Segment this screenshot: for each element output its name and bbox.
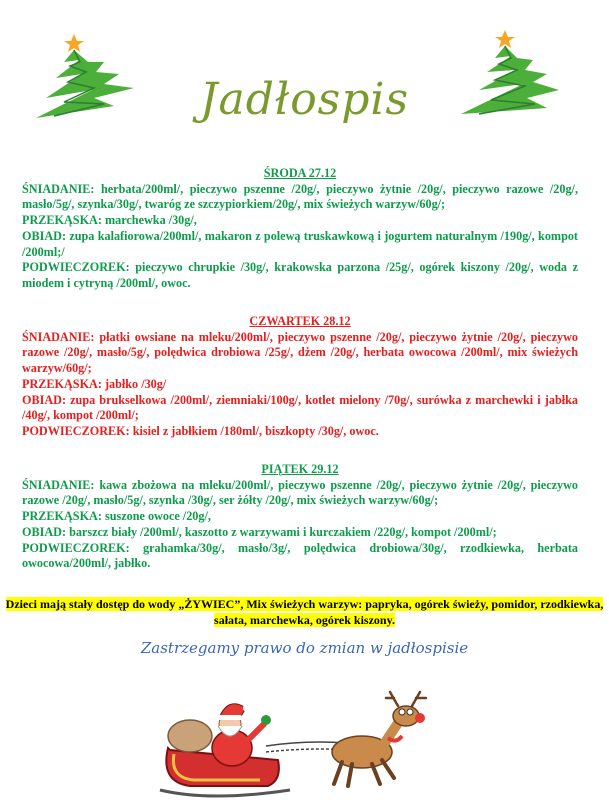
meal-breakfast: ŚNIADANIE: herbata/200ml/, pieczywo pszenne /20g/, pieczywo żytnie /20g/, pieczywo razowe /20g/, masło/5g/, szynka/30g/, twaróg ze szczypiorkiem/20g/, mix świeżych warzyw/60g/;	[22, 181, 578, 212]
day-menu-thursday	[22, 314, 578, 440]
day-menu-wednesday	[22, 166, 578, 292]
day-heading: PIĄTEK 29.12	[261, 462, 339, 476]
reserve-rights-note: Zastrzegamy prawo do zmian w jadłospisie	[140, 639, 469, 657]
page-title: Jadłospis	[199, 74, 410, 125]
day-heading: CZWARTEK 28.12	[249, 314, 351, 328]
santa-sleigh-reindeer-icon	[150, 690, 450, 802]
meal-snack: PRZEKĄSKA: marchewka /30g/,	[22, 213, 197, 228]
water-vegetables-note: Dzieci mają stały dostęp do wody „ŻYWIEC”, Mix świeżych warzyw: papryka, ogórek świeży, pomidor, rzodkiewka, sałata, marchewka, ogórek kiszony.	[5, 597, 604, 627]
meal-lunch: OBIAD: zupa brukselkowa /200ml/, ziemniaki/100g/, kotlet mielony /70g/, surówka z marchewki i jabłka /40g/, kompot /200ml/;	[22, 392, 578, 423]
meal-afternoon-snack: PODWIECZOREK: kisiel z jabłkiem /180ml/, biszkopty /30g/, owoc.	[22, 423, 379, 438]
day-menu-friday	[22, 462, 578, 572]
meal-breakfast: ŚNIADANIE: płatki owsiane na mleku/200ml/, pieczywo pszenne /20g/, pieczywo żytnie /20g/, pieczywo razowe /20g/, masło/5g/, polędwica drobiowa /25g/, dżem /20g/, herbata owocowa /200ml/, mix świeżych warzyw/60g/;	[22, 329, 578, 376]
meal-snack: PRZEKĄSKA: jabłko /30g/	[22, 376, 167, 391]
meal-lunch: OBIAD: zupa kalafiorowa/200ml/, makaron z polewą truskawkową i jogurtem naturalnym /190g/, kompot /200ml;/	[22, 228, 578, 259]
meal-afternoon-snack: PODWIECZOREK: grahamka/30g/, masło/3g/, polędwica drobiowa/30g/, rzodkiewka, herbata owocowa/200ml/, jabłko.	[22, 540, 578, 571]
day-heading: ŚRODA 27.12	[263, 166, 337, 180]
meal-afternoon-snack: PODWIECZOREK: pieczywo chrupkie /30g/, krakowska parzona /25g/, ogórek kiszony /20g/, woda z miodem i cytryną /200ml/, owoc.	[22, 260, 578, 290]
meal-snack: PRZEKĄSKA: suszone owoce /20g/,	[22, 509, 211, 524]
meal-breakfast: ŚNIADANIE: kawa zbożowa na mleku/200ml/, pieczywo pszenne /20g/, pieczywo żytnie /20g/, pieczywo razowe /20g/, masło/5g/, szynka /30g/, ser żółty /20g/, mix świeżych warzyw/60g/;	[22, 477, 578, 508]
meal-lunch: OBIAD: barszcz biały /200ml/, kaszotto z warzywami i kurczakiem /220g/, kompot /200ml/;	[22, 524, 497, 539]
